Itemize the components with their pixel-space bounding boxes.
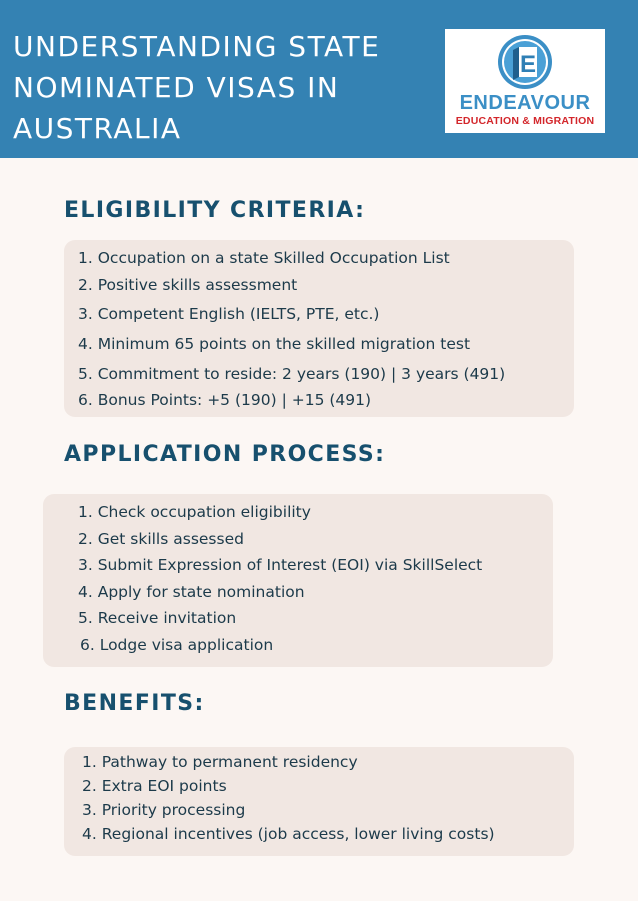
book-e-icon bbox=[497, 34, 553, 90]
list-item: 6. Lodge visa application bbox=[80, 636, 274, 654]
eligibility-heading: ELIGIBILITY CRITERIA: bbox=[64, 198, 366, 223]
list-item: 6. Bonus Points: +5 (190) | +15 (491) bbox=[78, 391, 372, 409]
list-item: 2. Positive skills assessment bbox=[78, 276, 298, 294]
eligibility-card bbox=[64, 240, 574, 417]
list-item: 2. Extra EOI points bbox=[82, 777, 227, 795]
list-item: 1. Check occupation eligibility bbox=[78, 503, 311, 521]
logo-tagline: EDUCATION & MIGRATION bbox=[455, 115, 595, 127]
list-item: 5. Receive invitation bbox=[78, 609, 237, 627]
list-item: 2. Get skills assessed bbox=[78, 530, 244, 548]
logo-letter: E bbox=[519, 51, 537, 78]
list-item: 1. Pathway to permanent residency bbox=[82, 753, 358, 771]
page-title bbox=[13, 26, 413, 149]
endeavour-logo bbox=[445, 29, 605, 133]
header-banner bbox=[0, 0, 638, 158]
logo-name: ENDEAVOUR bbox=[459, 92, 591, 114]
title-line: NOMINATED VISAS IN bbox=[13, 71, 340, 104]
list-item: 3. Submit Expression of Interest (EOI) via SkillSelect bbox=[78, 556, 483, 574]
list-item: 4. Minimum 65 points on the skilled migration test bbox=[78, 335, 471, 353]
list-item: 3. Priority processing bbox=[82, 801, 246, 819]
list-item: 5. Commitment to reside: 2 years (190) | 3 years (491) bbox=[78, 365, 506, 383]
benefits-heading: BENEFITS: bbox=[64, 691, 205, 716]
application-card bbox=[43, 494, 553, 667]
list-item: 1. Occupation on a state Skilled Occupation List bbox=[78, 249, 450, 267]
application-heading: APPLICATION PROCESS: bbox=[64, 442, 386, 467]
benefits-card bbox=[64, 747, 574, 856]
title-line: UNDERSTANDING STATE bbox=[13, 30, 381, 63]
list-item: 4. Regional incentives (job access, lower living costs) bbox=[82, 825, 495, 843]
title-line: AUSTRALIA bbox=[13, 112, 182, 145]
list-item: 3. Competent English (IELTS, PTE, etc.) bbox=[78, 305, 380, 323]
list-item: 4. Apply for state nomination bbox=[78, 583, 305, 601]
